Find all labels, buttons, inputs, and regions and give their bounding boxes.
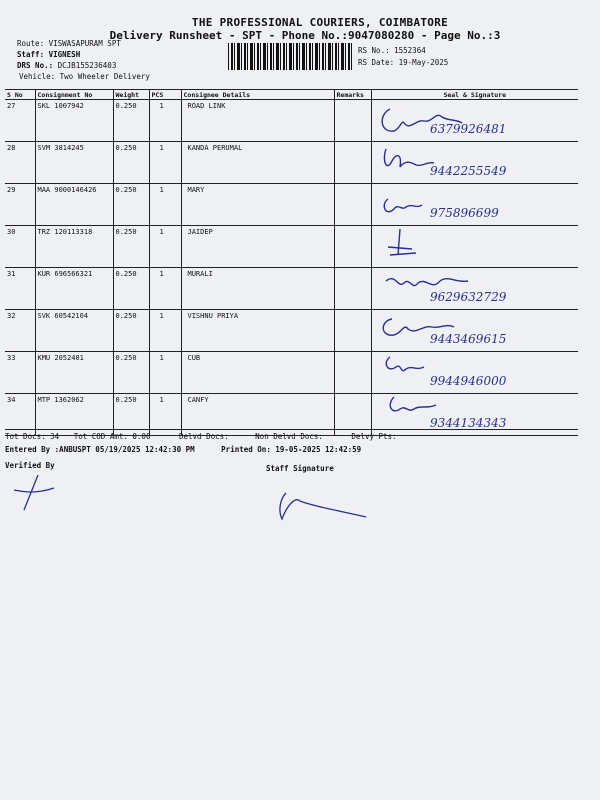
- cell-sno: 32: [5, 310, 35, 352]
- printed-on: Printed On: 19-05-2025 12:42:59: [221, 445, 362, 454]
- cell-pcs: 1: [149, 184, 181, 226]
- runsheet-subtitle: Delivery Runsheet - SPT - Phone No.:9047080280 - Page No.:3: [109, 29, 501, 42]
- cell-signature: [371, 310, 578, 352]
- cell-consignee: MURALI: [181, 268, 334, 310]
- table-row: [5, 352, 578, 394]
- total-docs: Tot Docs: 34: [5, 432, 60, 441]
- non-delivered-docs: Non Delvd Docs:: [255, 432, 323, 441]
- cell-signature: [371, 100, 578, 142]
- cell-consignment: MTP 1362062: [35, 394, 113, 436]
- handwritten-phone: 9443469615: [429, 332, 506, 346]
- cell-consignee: KANDA PERUMAL: [181, 142, 334, 184]
- col-weight: Weight: [113, 90, 149, 100]
- summary-divider: [5, 429, 578, 430]
- cell-sno: 33: [5, 352, 35, 394]
- entry-line: [5, 445, 361, 454]
- drs-label: DRS No.:: [17, 61, 54, 70]
- cell-sno: 28: [5, 142, 35, 184]
- cell-consignment: SVK 60542104: [35, 310, 113, 352]
- cell-remarks: [334, 352, 371, 394]
- handwritten-signature: [372, 394, 572, 434]
- cell-signature: [371, 184, 578, 226]
- handwritten-signature: [372, 268, 572, 308]
- company-title: THE PROFESSIONAL COURIERS, COIMBATORE: [191, 16, 449, 29]
- cell-consignee: CANFY: [181, 394, 334, 436]
- cell-pcs: 1: [149, 268, 181, 310]
- cell-consignment: TRZ 120113318: [35, 226, 113, 268]
- table-row: [5, 184, 578, 226]
- cell-sno: 30: [5, 226, 35, 268]
- cell-pcs: 1: [149, 100, 181, 142]
- delivery-points: Delvy Pts:: [351, 432, 397, 441]
- cell-sno: 29: [5, 184, 35, 226]
- handwritten-signature: [372, 352, 572, 392]
- cell-remarks: [334, 310, 371, 352]
- handwritten-signature: [372, 100, 572, 140]
- cell-weight: 0.250: [113, 310, 149, 352]
- col-sno: S No: [5, 90, 35, 100]
- route-label: Route: VISWASAPURAM SPT: [17, 39, 121, 48]
- drs-number: [17, 61, 116, 71]
- cell-signature: [371, 142, 578, 184]
- handwritten-phone: 9629632729: [429, 290, 506, 304]
- cell-consignment: KUR 696566321: [35, 268, 113, 310]
- cell-sno: 34: [5, 394, 35, 436]
- cell-consignment: KMU 2052401: [35, 352, 113, 394]
- cell-weight: 0.250: [113, 184, 149, 226]
- table-header-row: [5, 90, 578, 100]
- cell-pcs: 1: [149, 394, 181, 436]
- vehicle-label: Vehicle: Two Wheeler Delivery: [19, 72, 150, 81]
- handwritten-phone: 9442255549: [429, 164, 506, 178]
- handwritten-signature: [372, 226, 572, 266]
- cell-weight: 0.250: [113, 142, 149, 184]
- cell-remarks: [334, 142, 371, 184]
- handwritten-phone: 975896699: [429, 206, 499, 220]
- col-consignee: Consignee Details: [181, 90, 334, 100]
- table-row: [5, 100, 578, 142]
- table-row: [5, 226, 578, 268]
- cell-consignment: SKL 1007942: [35, 100, 113, 142]
- summary-line: [5, 432, 407, 441]
- handwritten-signature: [372, 310, 572, 350]
- table-row: [5, 268, 578, 310]
- cell-remarks: [334, 100, 371, 142]
- table-row: [5, 310, 578, 352]
- cell-sno: 27: [5, 100, 35, 142]
- cell-remarks: [334, 268, 371, 310]
- staff-signature: [270, 485, 380, 525]
- cell-pcs: 1: [149, 352, 181, 394]
- cell-consignee: ROAD LINK: [181, 100, 334, 142]
- cell-consignment: MAA 9000146426: [35, 184, 113, 226]
- col-consignment: Consignment No: [35, 90, 113, 100]
- cell-remarks: [334, 184, 371, 226]
- staff-label: Staff: VIGNESH: [17, 50, 81, 59]
- cell-signature: [371, 226, 578, 268]
- cell-signature: [371, 268, 578, 310]
- rs-number: RS No.: 1552364: [358, 46, 426, 55]
- staff-signature-label: Staff Signature: [266, 464, 334, 473]
- handwritten-signature: [372, 142, 572, 182]
- cell-consignment: SVM 3814245: [35, 142, 113, 184]
- handwritten-signature: [372, 184, 572, 224]
- table-row: [5, 142, 578, 184]
- cell-pcs: 1: [149, 310, 181, 352]
- cell-signature: [371, 352, 578, 394]
- cell-weight: 0.250: [113, 268, 149, 310]
- cell-consignee: VISHNU PRIYA: [181, 310, 334, 352]
- verified-by-label: Verified By: [5, 461, 55, 470]
- cell-weight: 0.250: [113, 226, 149, 268]
- entered-by: Entered By :ANBUSPT 05/19/2025 12:42:30 PM: [5, 445, 195, 454]
- total-cod: Tot COD Amt: 0.00: [73, 432, 151, 441]
- cell-consignee: JAIDEP: [181, 226, 334, 268]
- handwritten-phone: 9944946000: [429, 374, 506, 388]
- barcode: [228, 43, 352, 70]
- cell-consignee: CUB: [181, 352, 334, 394]
- cell-weight: 0.250: [113, 394, 149, 436]
- runsheet-table: [5, 89, 578, 436]
- cell-pcs: 1: [149, 142, 181, 184]
- drs-value: DCJB155236403: [57, 61, 117, 70]
- handwritten-phone: 9344134343: [429, 416, 506, 430]
- cell-pcs: 1: [149, 226, 181, 268]
- cell-sno: 31: [5, 268, 35, 310]
- col-signature: Seal & Signature: [371, 90, 578, 100]
- cell-remarks: [334, 226, 371, 268]
- handwritten-phone: 6379926481: [429, 122, 506, 136]
- verified-signature: [10, 470, 60, 515]
- cell-weight: 0.250: [113, 352, 149, 394]
- col-remarks: Remarks: [334, 90, 371, 100]
- cell-consignee: MARY: [181, 184, 334, 226]
- col-pcs: PCS: [149, 90, 181, 100]
- rs-date: RS Date: 19-May-2025: [358, 58, 449, 67]
- delivered-docs: Delvd Docs:: [178, 432, 229, 441]
- cell-weight: 0.250: [113, 100, 149, 142]
